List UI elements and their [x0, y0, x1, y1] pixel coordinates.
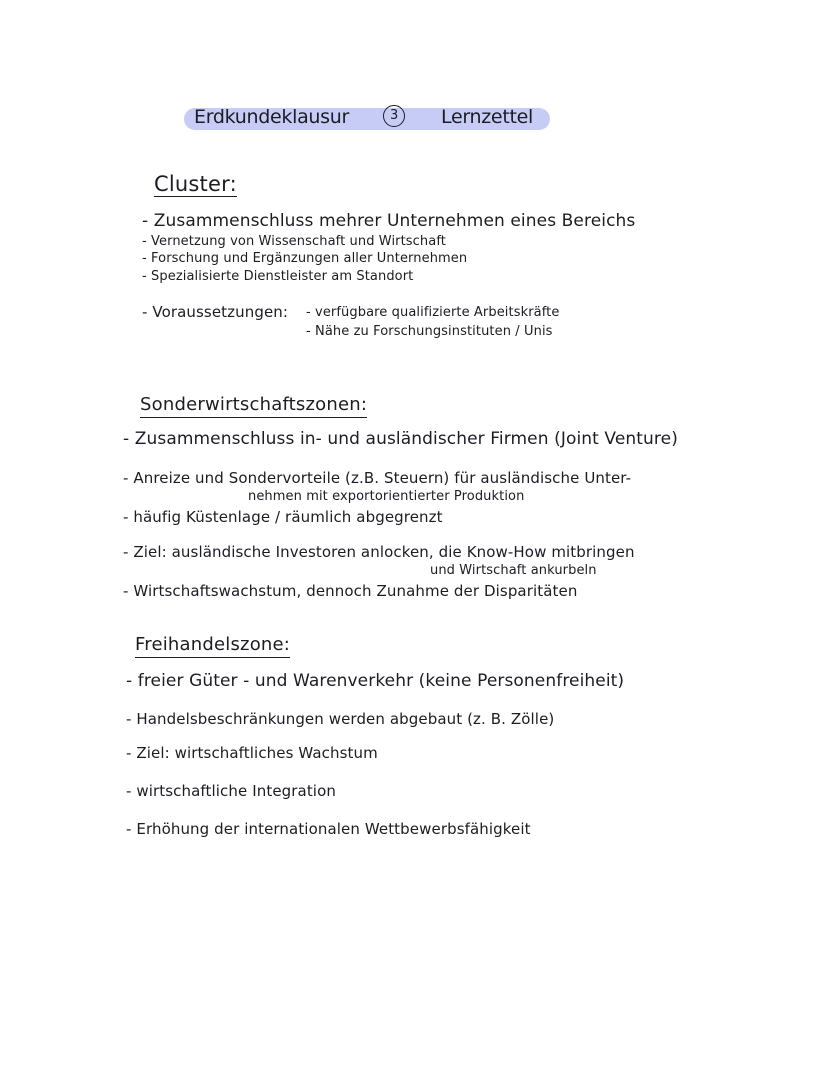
frei-line-2: - Handelsbeschränkungen werden abgebaut (z. B. Zölle) — [126, 710, 555, 728]
sonder-line-2-cont: nehmen mit exportorientierter Produktion — [248, 489, 525, 504]
title-right: Lernzettel — [441, 106, 533, 128]
frei-line-3: - Ziel: wirtschaftliches Wachstum — [126, 744, 378, 762]
voraussetzung-1: - verfügbare qualifizierte Arbeitskräfte — [306, 305, 560, 320]
sonder-line-2: - Anreize und Sondervorteile (z.B. Steuern) für ausländische Unter- — [123, 469, 632, 487]
voraussetzungen-label: - Voraussetzungen: — [142, 303, 289, 321]
sonder-line-4: - Ziel: ausländische Investoren anlocken, die Know-How mitbringen — [123, 543, 635, 561]
heading-cluster: Cluster: — [154, 172, 237, 196]
cluster-line-2: - Vernetzung von Wissenschaft und Wirtschaft — [142, 234, 446, 249]
cluster-line-3: - Forschung und Ergänzungen aller Unternehmen — [142, 251, 468, 266]
sonder-line-3: - häufig Küstenlage / räumlich abgegrenzt — [123, 508, 443, 526]
sonder-line-4-cont: und Wirtschaft ankurbeln — [430, 563, 597, 578]
frei-line-4: - wirtschaftliche Integration — [126, 782, 336, 800]
heading-freihandelszone: Freihandelszone: — [135, 633, 290, 658]
sonder-line-5: - Wirtschaftswachstum, dennoch Zunahme der Disparitäten — [123, 582, 578, 600]
sonder-line-1: - Zusammenschluss in- und ausländischer Firmen (Joint Venture) — [123, 429, 678, 449]
voraussetzung-2: - Nähe zu Forschungsinstituten / Unis — [306, 324, 553, 339]
cluster-line-1: - Zusammenschluss mehrer Unternehmen eines Bereichs — [142, 211, 636, 231]
cluster-line-4: - Spezialisierte Dienstleister am Standort — [142, 269, 414, 284]
heading-sonderwirtschaftszonen: Sonderwirtschaftszonen: — [140, 393, 367, 418]
page-title — [184, 105, 550, 131]
title-left: Erdkundeklausur — [194, 106, 350, 128]
title-number-circle: 3 — [383, 105, 405, 127]
frei-line-5: - Erhöhung der internationalen Wettbewerbsfähigkeit — [126, 820, 531, 838]
frei-line-1: - freier Güter - und Warenverkehr (keine Personenfreiheit) — [126, 671, 625, 691]
